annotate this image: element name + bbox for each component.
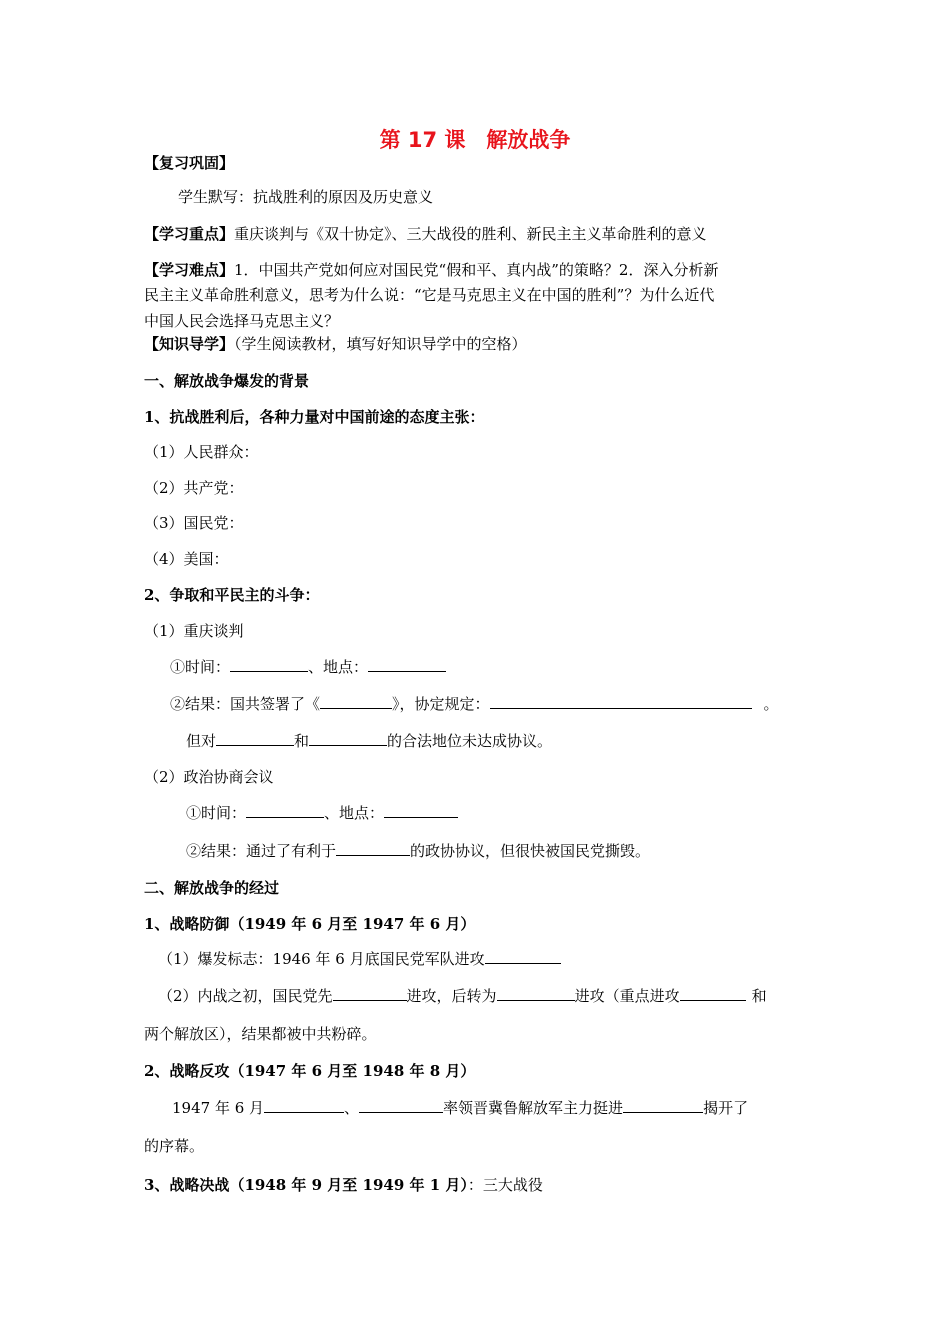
unresolved-and: 和	[294, 732, 310, 750]
unresolved-blank-1[interactable]	[216, 730, 294, 746]
chongqing-result-row	[170, 693, 779, 715]
counteroffensive-blank-1[interactable]	[264, 1097, 344, 1113]
attitude-item-people: （1）人民群众：	[144, 443, 259, 461]
decisive-heading: 3、战略决战（1948 年 9 月至 1949 年 1 月）	[144, 1176, 468, 1194]
early-war-row	[158, 985, 767, 1007]
difficulties-text-3: 中国人民会选择马克思主义？	[144, 312, 340, 330]
outbreak-text: （1）爆发标志：1946 年 6 月底国民党军队进攻	[158, 950, 485, 968]
outbreak-blank[interactable]	[485, 948, 561, 964]
pcc-result-label: ②结果：通过了有利于	[186, 842, 337, 860]
early-war-d: 和	[751, 987, 767, 1005]
agreement-name-blank[interactable]	[320, 693, 392, 709]
counteroffensive-row	[172, 1097, 748, 1119]
counteroffensive-blank-2[interactable]	[359, 1097, 443, 1113]
pcc-time-place-row	[186, 802, 458, 824]
pcc-result-suffix: 的政协协议，但很快被国民党撕毁。	[410, 842, 651, 860]
chongqing-place-blank[interactable]	[368, 656, 446, 672]
pcc-place-blank[interactable]	[384, 802, 458, 818]
guide-text: （学生阅读教材，填写好知识导学中的空格）	[234, 335, 527, 353]
chongqing-unresolved-row	[186, 730, 552, 752]
decisive-suffix: ：三大战役	[467, 1176, 543, 1194]
counteroffensive-blank-3[interactable]	[623, 1097, 703, 1113]
early-war-a: （2）内战之初，国民党先	[158, 987, 333, 1005]
chongqing-result-mid: 》，协定规定：	[392, 695, 490, 713]
attitude-item-kmt: （3）国民党：	[144, 514, 244, 532]
key-points-row	[144, 223, 707, 245]
review-heading: 【复习巩固】	[144, 154, 235, 172]
pcc-result-row	[186, 840, 650, 862]
early-war-blank-1[interactable]	[333, 985, 407, 1001]
pcc-place-label: 、地点：	[324, 804, 385, 822]
unresolved-blank-2[interactable]	[309, 730, 387, 746]
counteroffensive-b: 、	[344, 1099, 360, 1117]
chongqing-result-label: ②结果：国共签署了《	[170, 695, 321, 713]
chongqing-time-blank[interactable]	[230, 656, 308, 672]
decisive-row	[144, 1174, 543, 1196]
key-points-text: 重庆谈判与《双十协定》、三大战役的胜利、新民主主义革命胜利的意义	[234, 225, 707, 243]
chongqing-place-label: 、地点：	[308, 658, 369, 676]
difficulties-row	[144, 259, 718, 281]
strategic-defense-heading: 1、战略防御（1949 年 6 月至 1947 年 6 月）	[144, 915, 476, 933]
counteroffensive-c: 率领晋冀鲁解放军主力挺进	[443, 1099, 624, 1117]
outbreak-row	[158, 948, 561, 970]
pcc-result-blank[interactable]	[336, 840, 410, 856]
difficulties-text-1: 1．中国共产党如何应对国民党“假和平、真内战”的策略？2．深入分析新	[234, 261, 719, 279]
chongqing-time-label: ①时间：	[170, 658, 231, 676]
page-title: 第 17 课 解放战争	[379, 128, 571, 152]
pcc-time-label: ①时间：	[186, 804, 247, 822]
attitude-item-cpc: （2）共产党：	[144, 479, 244, 497]
review-text: 学生默写：抗战胜利的原因及历史意义	[178, 188, 434, 206]
difficulties-heading: 【学习难点】	[144, 261, 235, 279]
early-war-blank-2[interactable]	[497, 985, 575, 1001]
unresolved-suffix: 的合法地位未达成协议。	[387, 732, 553, 750]
section2-heading: 二、解放战争的经过	[144, 879, 280, 897]
chongqing-talks-label: （1）重庆谈判	[144, 622, 244, 640]
chongqing-result-end: 。	[763, 695, 779, 713]
agreement-terms-blank[interactable]	[490, 693, 752, 709]
early-war-e: 两个解放区），结果都被中共粉碎。	[144, 1025, 377, 1043]
section1-heading: 一、解放战争爆发的背景	[144, 372, 310, 390]
pcc-time-blank[interactable]	[246, 802, 324, 818]
review-row	[144, 152, 234, 174]
strategic-counteroffensive-heading: 2、战略反攻（1947 年 6 月至 1948 年 8 月）	[144, 1062, 476, 1080]
counteroffensive-a: 1947 年 6 月	[172, 1099, 265, 1117]
pcc-label: （2）政治协商会议	[144, 768, 274, 786]
early-war-b: 进攻，后转为	[406, 987, 497, 1005]
guide-row	[144, 333, 527, 355]
guide-heading: 【知识导学】	[144, 335, 235, 353]
unresolved-prefix: 但对	[186, 732, 217, 750]
difficulties-text-2: 民主主义革命胜利意义，思考为什么说：“它是马克思主义在中国的胜利”？为什么近代	[144, 286, 715, 304]
section1-sub1-heading: 1、抗战胜利后，各种力量对中国前途的态度主张：	[144, 408, 485, 426]
attitude-item-usa: （4）美国：	[144, 550, 229, 568]
counteroffensive-d: 揭开了	[703, 1099, 749, 1117]
chongqing-time-place-row	[170, 656, 446, 678]
section1-sub2-heading: 2、争取和平民主的斗争：	[144, 586, 320, 604]
key-points-heading: 【学习重点】	[144, 225, 235, 243]
early-war-blank-3[interactable]	[680, 985, 746, 1001]
counteroffensive-e: 的序幕。	[144, 1137, 205, 1155]
early-war-c: 进攻（重点进攻	[574, 987, 680, 1005]
